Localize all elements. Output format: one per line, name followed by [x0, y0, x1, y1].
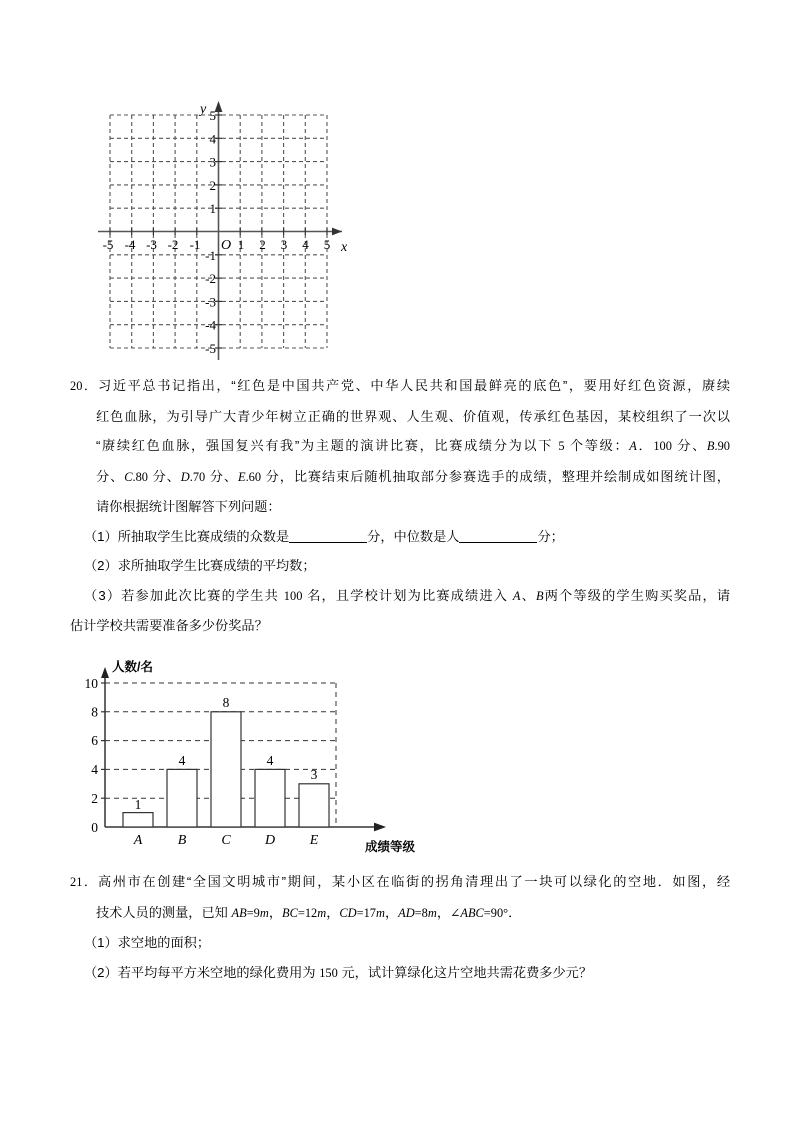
- x-tick-label: -2: [167, 237, 179, 252]
- answer-blank-median[interactable]: [459, 529, 537, 543]
- question-20-sub-3-cont: 估计学校共需要准备多少份奖品？: [70, 618, 268, 633]
- question-20-number: 20: [70, 379, 83, 393]
- bar-chart-figure: [60, 645, 460, 865]
- y-axis-label: y: [200, 102, 207, 117]
- y-tick-label: 5: [209, 108, 216, 123]
- y-tick-label: 1: [209, 201, 216, 217]
- question-20-line-2: 红色血脉，为引导广大青少年树立正确的世界观、人生观、价值观，传承红色基因，某校组织了一次以: [96, 408, 730, 424]
- x-tick-label: -3: [146, 237, 157, 252]
- x-tick-label: 3: [280, 237, 288, 252]
- bar-E: [299, 784, 329, 827]
- question-21-sub-1: （1）求空地的面积；: [84, 935, 211, 950]
- x-axis-arrow: [332, 228, 342, 236]
- x-tick-label: 1: [237, 237, 245, 252]
- y-tick-labels: [85, 676, 99, 835]
- category-label: D: [264, 833, 276, 848]
- coordinate-plane-figure: [80, 88, 370, 368]
- question-20-block: [70, 371, 730, 641]
- x-tick-label: -1: [189, 237, 201, 252]
- x-axis-arrow: [374, 823, 386, 832]
- question-20-line-5: 请你根据统计图解答下列问题：: [96, 499, 281, 514]
- category-label: B: [177, 833, 187, 848]
- x-tick-label: 4: [302, 237, 309, 252]
- question-21-number: 21: [70, 875, 83, 889]
- bar-A: [123, 813, 153, 827]
- question-21-line-1: 21．高州市在创建“全国文明城市”期间，某小区在临街的拐角清理出了一块可以绿化的空地．如图，经: [70, 874, 731, 889]
- bar-D: [255, 769, 285, 827]
- bar-value-label: 4: [266, 753, 274, 768]
- x-tick-label: 2: [259, 237, 266, 252]
- y-tick-label: -1: [205, 247, 216, 263]
- x-tick-label: -4: [124, 237, 136, 252]
- question-21-line-2: 技术人员的测量，已知 AB=9m，BC=12m，CD=17m，AD=8m，∠ABC=90°．: [96, 904, 522, 920]
- origin-label: O: [221, 238, 232, 253]
- bar-value-label: 1: [134, 797, 142, 812]
- question-20-line-4: 分、C.80 分、D.70 分、E.60 分，比赛结束后随机抽取部分参赛选手的成绩，整理并绘制成如图统计图，: [96, 468, 730, 484]
- question-20-sub-3: （3）若参加此次比赛的学生共 100 名，且学校计划为比赛成绩进入 A、B两个等级的学生购买奖品，请: [84, 587, 731, 603]
- y-tick-label: 4: [209, 131, 216, 147]
- y-tick-label: 3: [209, 154, 216, 170]
- y-tick-label: -2: [205, 271, 216, 287]
- y-tick-label: -3: [205, 294, 216, 310]
- question-21-sub-2: （2）若平均每平方米空地的绿化费用为 150 元，试计算绿化这片空地共需花费多少元？: [84, 964, 593, 980]
- y-axis-label: 人数/名: [112, 660, 153, 674]
- category-label: E: [309, 833, 319, 848]
- x-tick-label: -5: [102, 237, 114, 252]
- y-tick-label: 2: [209, 177, 216, 193]
- bar-C: [211, 712, 241, 827]
- x-tick-labels: [103, 237, 331, 252]
- y-tick-label: -4: [205, 317, 216, 333]
- y-axis-arrow: [101, 667, 109, 678]
- bar-value-label: 8: [222, 695, 230, 710]
- question-20-line-3: “赓续红色血脉，强国复兴有我”为主题的演讲比赛，比赛成绩分为以下 5 个等级：A．100 分、B.90: [96, 438, 730, 453]
- bar-value-label: 4: [178, 753, 186, 768]
- answer-blank-mode[interactable]: [289, 529, 367, 543]
- category-label: A: [133, 833, 143, 848]
- y-tick-label: 2: [91, 791, 98, 806]
- x-axis-label: 成绩等级: [364, 840, 416, 854]
- category-labels: [133, 833, 319, 848]
- y-tick-label: 0: [91, 820, 98, 835]
- y-tick-label: 8: [91, 704, 98, 720]
- category-label: C: [221, 833, 231, 848]
- y-tick-label: 6: [91, 733, 98, 748]
- bar-B: [167, 769, 197, 827]
- question-20-sub-2: （2）求所抽取学生比赛成绩的平均数；: [84, 558, 316, 573]
- x-tick-label: 5: [323, 237, 331, 252]
- x-axis-label: x: [341, 240, 348, 255]
- question-20-sub-1: （1）所抽取学生比赛成绩的众数是 分，中位数是人 分；: [84, 528, 564, 544]
- question-21-block: [70, 867, 730, 988]
- bar-value-label: 3: [310, 767, 318, 782]
- y-tick-label: 4: [91, 762, 98, 777]
- y-tick-label: 10: [84, 676, 98, 691]
- y-tick-label: -5: [205, 341, 216, 356]
- question-20-line-1: 20．习近平总书记指出，“红色是中国共产党、中华人民共和国最鲜亮的底色”，要用好红色资源，赓续: [70, 378, 731, 393]
